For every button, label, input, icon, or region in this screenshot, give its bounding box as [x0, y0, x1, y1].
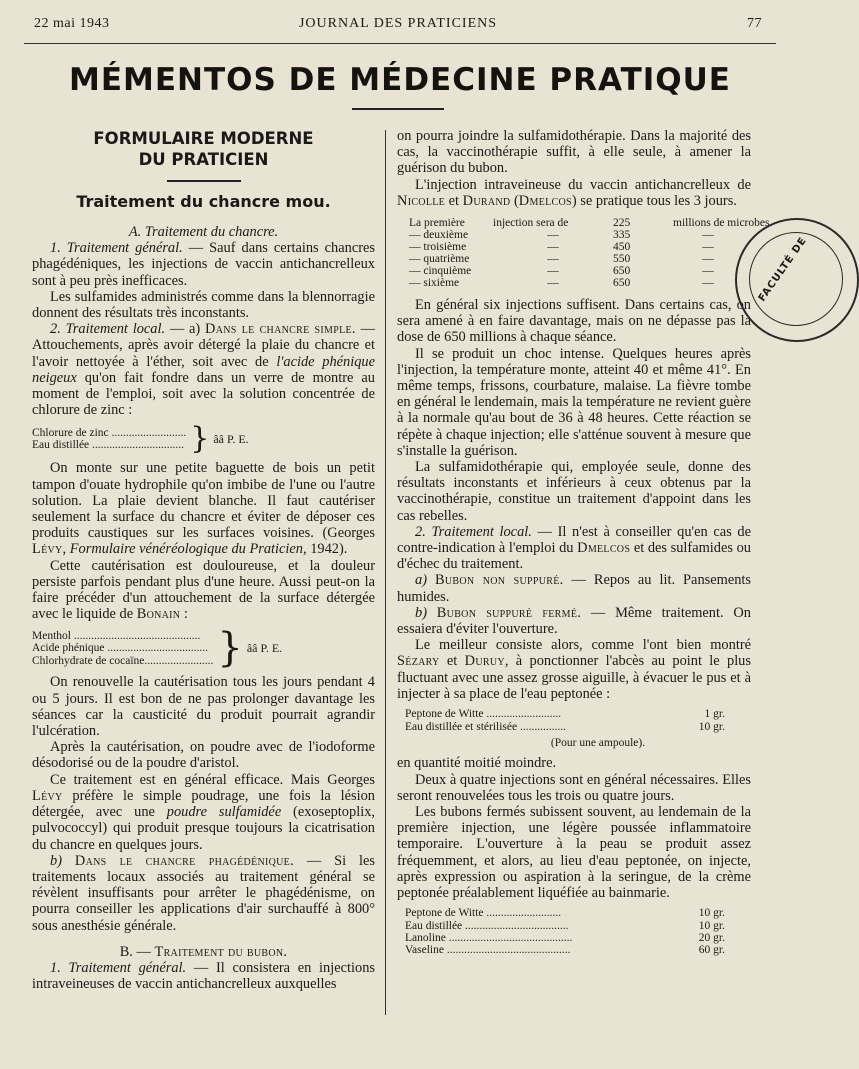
running-header [34, 16, 762, 38]
dose-table [409, 217, 770, 290]
dose-row: La première injection sera de 225 millions de microbes [409, 217, 770, 230]
dose-row: — cinquième — 650 — [409, 265, 714, 278]
section-title [32, 128, 375, 170]
paragraph: On monte sur une petite baguette de bois un petit tampon d'ouate hydrophile qu'on imbibe de l'une ou l'autre solution. La plaie devient blanche. Il faut cautériser seulement la surface du chancre et éviter de déposer ces produits caustiques sur les surfaces voisines. (Georges Lévy, Formulaire vénéréologique du Praticien, 1942). [32, 460, 375, 558]
formula-item: Chlorure de zinc .......................... [32, 427, 187, 440]
page-title: MÉMENTOS DE MÉDECINE PRATIQUE [68, 62, 731, 98]
journal-name: JOURNAL DES PRATICIENS [298, 16, 498, 31]
rx-note: (Pour une ampoule). [550, 736, 646, 749]
dose-row: — quatrième — 550 — [409, 253, 714, 266]
paragraph: La sulfamidothérapie qui, employée seule, donne des résultats inconstants et inférieurs à ceux obtenus par la vaccinothérapie, constitue un traitement d'appoint dans les cas rebelles. [397, 459, 751, 524]
paragraph: Les sulfamides administrés comme dans la blennorragie donnent des résultats très inconstants. [32, 288, 375, 322]
section-title-line-2: DU PRATICIEN [138, 150, 269, 169]
paragraph: Il se produit un choc intense. Quelques heures après l'injection, la température monte, atteint 40 et même 41°. En même temps, frissons, courbature, malaise. La fièvre tombe en général le lendemain, mais la température ne revient guère à la normale qu'au bout de 36 à 48 heures. Cette réaction se répète à chaque injection; elle s'atténue souvent à mesure que s'installe la guérison. [397, 345, 751, 459]
paragraph: 1. Traitement général. — Sauf dans certains chancres phagédéniques, les injections de vaccin antichancrelleux sont à peu près inefficaces. [32, 240, 376, 289]
paragraph: 2. Traitement local. — a) Dans le chancre simple. — Attouchements, après avoir détergé la plaie du chancre et l'avoir nettoyée à l'éther, soit avec de l'acide phénique neigeux qu'on fait fondre dans un verre de montre au moment de l'emploi, soit avec la solution concentrée de chlorure de zinc : [32, 321, 376, 419]
formula-zinc [32, 421, 375, 457]
paragraph: On renouvelle la cautérisation tous les jours pendant 4 ou 5 jours. Il est bon de ne pas prolonger davantage les séances car la causticité du produit pourrait agrandir l'ulcération. [32, 674, 375, 740]
article-title: Traitement du chancre mou. [76, 192, 331, 211]
formula-item: Eau distillée ................................ [32, 439, 185, 452]
formula-dose: ââ P. E. [213, 432, 249, 447]
issue-date: 22 mai 1943 [34, 16, 110, 31]
dose-row: — sixième — 650 — [409, 277, 714, 290]
paragraph: on pourra joindre la sulfamidothérapie. Dans la majorité des cas, la vaccinothérapie suffit, à elle seule, à amener la guérison du bubon. [397, 128, 751, 177]
rx-row: Peptone de Witte .......................... 1 gr. [405, 708, 725, 721]
prescription-cream [405, 907, 751, 957]
library-stamp [735, 218, 859, 342]
paragraph: b) Bubon suppuré fermé. — Même traitement. On essaiera d'éviter l'ouverture. [397, 604, 751, 638]
subheading-b: B. — Traitement du bubon. [119, 943, 288, 960]
paragraph: Après la cautérisation, on poudre avec de l'iodoforme désodorisé ou de la poudre d'aristol. [32, 739, 375, 772]
prescription-peptone [405, 708, 751, 749]
paragraph: Le meilleur consiste alors, comme l'ont bien montré Sézary et Duruy, à ponctionner l'abcès au point le plus fluctuant avec une assez grosse aiguille, à évacuer le pus et à injecter à sa place de l'eau peptonée : [397, 637, 751, 702]
paragraph: Cette cautérisation est douloureuse, et la douleur persiste parfois pendant plus d'une heure. Aussi peut-on la faire précéder d'un attouchement de la surface détergée avec le liquide de Bonain : [32, 557, 375, 623]
rx-row: Eau distillée et stérilisée ................ 10 gr. [405, 720, 725, 733]
formula-item: Acide phénique ................................... [32, 642, 208, 655]
dose-row: — deuxième — 335 — [409, 229, 714, 242]
header-rule [24, 43, 776, 44]
dose-row: — troisième — 450 — [409, 241, 714, 254]
title-rule [352, 108, 444, 110]
paragraph: 2. Traitement local. — Il n'est à conseiller qu'en cas de contre-indication à l'emploi du Dmelcos et des sulfamides ou d'échec du traitement. [397, 523, 752, 573]
paragraph: L'injection intraveineuse du vaccin antichancrelleux de Nicolle et Durand (Dmelcos) se pratique tous les 3 jours. [397, 176, 751, 209]
formula-dose: ââ P. E. [246, 641, 283, 656]
formula-item: Menthol ............................................ [32, 629, 201, 642]
paragraph: 1. Traitement général. — Il consistera en injections intraveineuses de vaccin antichancrelleux auxquelles [32, 959, 376, 993]
stamp-text: FACULTÉ DE [756, 235, 810, 304]
rx-row: Peptone de Witte .......................... 10 gr. [405, 907, 725, 920]
right-column [397, 128, 770, 963]
formula-bonain [32, 625, 375, 672]
paragraph: b) Dans le chancre phagédénique. — Si les traitements locaux associés au traitement général se révèlent insuffisants pour arrêter le phagédénisme, on pourra conseiller les applications d'air surchauffé à 800° sous anesthésie générale. [32, 852, 375, 934]
formula-item: Chlorhydrate de cocaïne........................ [32, 654, 214, 667]
subheading-a: A. Traitement du chancre. [128, 224, 279, 240]
section-title-line-1: FORMULAIRE MODERNE [93, 129, 314, 148]
paragraph: Deux à quatre injections sont en général nécessaires. Elles seront renouvelées tous les trois ou quatre jours. [397, 771, 751, 804]
rx-row: Vaseline ........................................... 60 gr. [405, 944, 725, 957]
column-divider [385, 130, 386, 1015]
section-rule [167, 180, 241, 182]
brace-icon: } [217, 625, 243, 672]
brace-icon: } [190, 421, 210, 457]
rx-row: Eau distillée .................................... 10 gr. [405, 919, 725, 932]
paragraph: En général six injections suffisent. Dans certains cas, on sera amené à en faire davantage, mais on ne dépasse pas la dose de 650 millions à chaque séance. [397, 297, 751, 346]
paragraph: a) Bubon non suppuré. — Repos au lit. Pansements humides. [397, 572, 752, 605]
rx-row: Lanoline ........................................... 20 gr. [405, 931, 725, 944]
paragraph: en quantité moitié moindre. [397, 755, 557, 772]
paragraph: Les bubons fermés subissent souvent, au lendemain de la première injection, une légère poussée inflammatoire temporaire. L'ouverture à la peau se produit assez fréquemment, et alors, au lieu d'eau peptonée, on injecte, après expression ou aspiration à la seringue, de la crème peptonée préalablement liquéfiée au bainmarie. [397, 803, 751, 901]
left-column [32, 128, 375, 992]
paragraph: Ce traitement est en général efficace. Mais Georges Lévy préfère le simple poudrage, une fois la lésion détergée, avec une poudre sulfamidée (exoseptoplix, pulvococcyl) qui produit presque toujours la cicatrisation du chancre en quelques jours. [32, 771, 375, 853]
page-number: 77 [747, 16, 762, 31]
